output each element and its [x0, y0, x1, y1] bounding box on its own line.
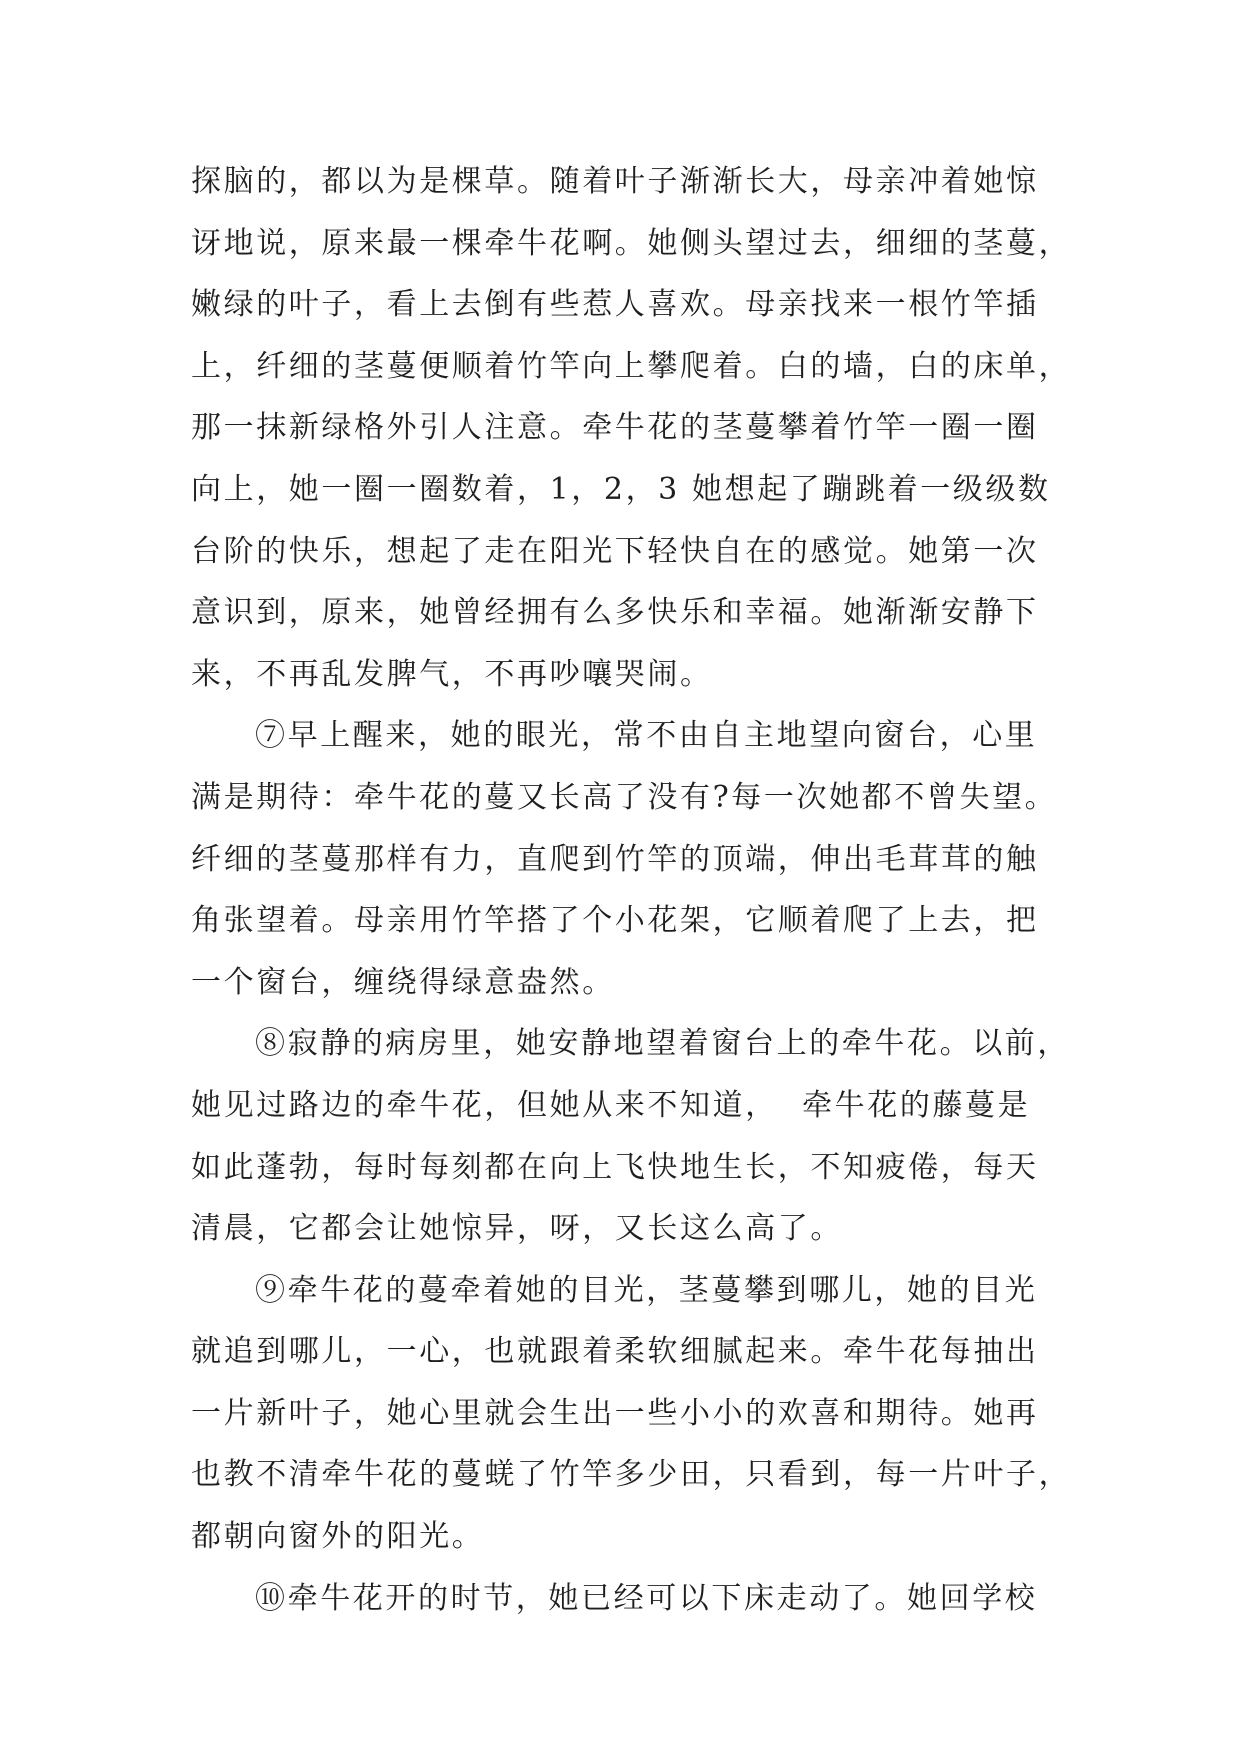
- document-body: [191, 160, 1072, 1638]
- text-line: 一个窗台，缠绕得绿意盎然。: [191, 964, 615, 1000]
- text-line: 都朝向窗外的阳光。: [191, 1519, 485, 1555]
- text-line: 上，纤细的茎蔓便顺着竹竿向上攀爬着。白的墙，白的床单，: [191, 348, 1072, 384]
- text-line: 探脑的，都以为是棵草。随着叶子渐渐长大，母亲冲着她惊: [191, 164, 1039, 199]
- text-line: 嫩绿的叶子，看上去倒有些惹人喜欢。母亲找来一根竹竿插: [191, 287, 1039, 323]
- paragraph-9-first-line: ⑨牵牛花的蔓牵着她的目光，茎蔓攀到哪儿，她的目光: [255, 1272, 1038, 1308]
- text-line: 来，不再乱发脾气，不再吵嚷哭闹。: [191, 656, 713, 692]
- text-line: 台阶的快乐，想起了走在阳光下轻快自在的感觉。她第一次: [191, 533, 1039, 569]
- text-line: 满是期待：牵牛花的蔓又长高了没有?每一次她都不曾失望。: [191, 779, 1058, 815]
- paragraph-7-first-line: ⑦早上醒来，她的眼光，常不由自主地望向窗台，心里: [255, 718, 1038, 754]
- text-line: 如此蓬勃，每时每刻都在向上飞快地生长，不知疲倦，每天: [191, 1149, 1039, 1185]
- text-line: 她见过路边的牵牛花，但她从来不知道， 牵牛花的藤蔓是: [191, 1087, 1031, 1123]
- text-line: 那一抹新绿格外引人注意。牵牛花的茎蔓攀着竹竿一圈一圈: [191, 410, 1039, 446]
- text-line: 讶地说，原来最一棵牵牛花啊。她侧头望过去，细细的茎蔓，: [191, 225, 1072, 261]
- paragraph-10-first-line: ⑩牵牛花开的时节，她已经可以下床走动了。她回学校: [255, 1580, 1038, 1616]
- text-line: 也教不清牵牛花的蔓蜣了竹竿多少田，只看到，每一片叶子，: [191, 1457, 1072, 1493]
- text-line: 角张望着。母亲用竹竿搭了个小花架，它顺着爬了上去，把: [191, 903, 1039, 939]
- text-line: 纤细的茎蔓那样有力，直爬到竹竿的顶端，伸出毛茸茸的触: [191, 841, 1039, 877]
- text-line: 清晨，它都会让她惊异，呀，又长这么高了。: [191, 1211, 843, 1247]
- text-line: 向上，她一圈一圈数着，1，2，3 她想起了蹦跳着一级级数: [191, 471, 1051, 507]
- text-line: 一片新叶子，她心里就会生出一些小小的欢喜和期待。她再: [191, 1395, 1039, 1431]
- paragraph-8-first-line: ⑧寂静的病房里，她安静地望着窗台上的牵牛花。以前，: [255, 1026, 1070, 1062]
- text-line: 就追到哪儿，一心，也就跟着柔软细腻起来。牵牛花每抽出: [191, 1334, 1039, 1370]
- text-line: 意识到，原来，她曾经拥有么多快乐和幸福。她渐渐安静下: [191, 595, 1039, 631]
